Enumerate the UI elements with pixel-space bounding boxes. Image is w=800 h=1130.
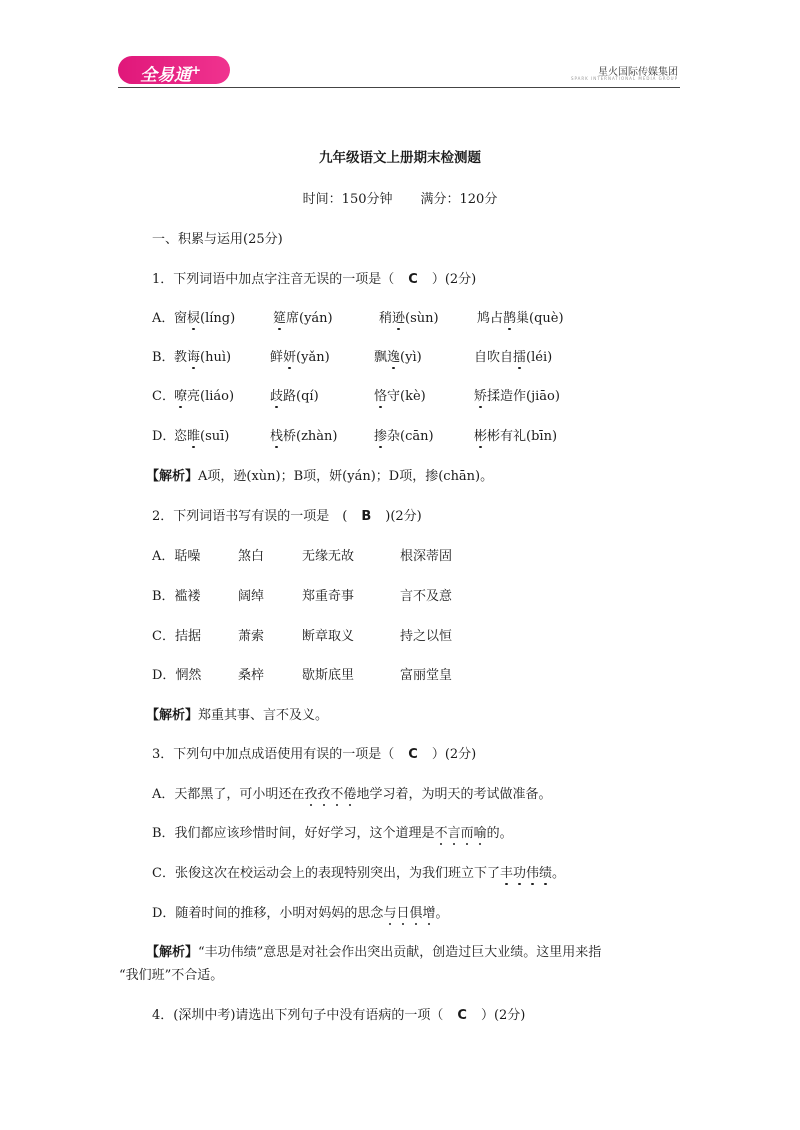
q3-option-c: C．张俊这次在校运动会上的表现特别突出，为我们班立下了丰功伟绩。 [152,866,566,881]
q2-option-c-word-2: 萧索 [238,629,265,644]
q1-option-c-word-1: 嘹亮(liáo) [174,389,235,404]
q2-option-d-word-1: D．惘然 [152,668,202,683]
q1-option-c-word-3: 恪守(kè) [374,389,426,404]
q1-option-b-word-2: 鲜妍(yǎn) [270,350,330,365]
question-3-stem: 3．下列句中加点成语使用有误的一项是（ C ）(2分) [152,747,477,762]
q2-option-a-word-1: A．聒噪 [152,549,201,564]
q2-option-d-word-3: 歇斯底里 [302,668,355,683]
q2-option-c-word-3: 断章取义 [302,629,355,644]
q2-option-b-word-2: 阔绰 [238,589,265,604]
q2-option-a-word-4: 根深蒂固 [400,549,453,564]
q1-option-a-word-3: 稍逊(sùn) [379,311,439,326]
company-subtitle: SPARK INTERNATIONAL MEDIA GROUP [570,76,678,81]
q3-option-a: A．天都黑了，可小明还在孜孜不倦地学习着，为明天的考试做准备。 [152,787,552,802]
brand-logo: 全易通+ [118,56,230,84]
section-heading: 一、积累与运用(25分) [152,232,283,247]
q2-option-d-word-2: 桑梓 [238,668,265,683]
q1-option-b-label: B． [152,350,175,365]
q2-option-b-word-4: 言不及意 [400,589,453,604]
q2-option-c-word-4: 持之以恒 [400,629,453,644]
company-name: 星火国际传媒集团 [598,67,678,78]
question-1-answer: C [408,272,418,287]
q1-option-d-word-2: 栈桥(zhàn) [270,429,338,444]
question-2-stem: 2．下列词语书写有误的一项是 ( B )(2分) [152,509,422,524]
question-4-answer: C [457,1008,467,1023]
q1-option-a-word-2: 筵席(yán) [273,311,333,326]
question-2-answer: B [361,509,372,524]
question-4-stem: 4．(深圳中考)请选出下列句子中没有语病的一项（ C ）(2分) [152,1008,526,1023]
analysis-tag: 【解析】 [146,469,199,484]
q1-option-c-word-2: 歧路(qí) [270,389,319,404]
page-header [118,56,680,88]
q1-option-b-word-4: 自吹自擂(léi) [474,350,553,365]
question-3-answer: C [408,747,418,762]
question-1-stem: 1．下列词语中加点字注音无误的一项是（ C ）(2分) [152,272,477,287]
q1-option-d-word-1: 恣睢(suī) [174,429,230,444]
q2-analysis: 【解析】郑重其事、言不及义。 [146,708,329,723]
q3-analysis: 【解析】“丰功伟绩”意思是对社会作出突出贡献，创造过巨大业绩。这里用来指 [146,945,602,960]
analysis-tag: 【解析】 [146,708,199,723]
header-divider [118,87,680,88]
q1-option-d-word-3: 掺杂(cān) [374,429,434,444]
q1-option-a-word-4: 鸠占鹊巢(què) [477,311,564,326]
exam-info [0,188,800,207]
q1-option-a-word-1: 窗棂(líng) [174,311,236,326]
q1-option-a-label: A． [152,311,175,326]
q1-option-d-label: D． [152,429,176,444]
q1-option-d-word-4: 彬彬有礼(bīn) [474,429,558,444]
q2-option-a-word-2: 煞白 [238,549,265,564]
q1-option-b-word-1: 教诲(huì) [174,350,232,365]
document-title: 九年级语文上册期末检测题 [319,150,481,166]
q2-option-b-word-1: B．褴褛 [152,589,201,604]
q1-option-b-word-3: 飘逸(yì) [374,350,422,365]
q3-analysis-cont: “我们班”不合适。 [119,968,224,983]
analysis-tag: 【解析】 [146,945,199,960]
q3-option-d: D．随着时间的推移，小明对妈妈的思念与日俱增。 [152,906,449,921]
exam-time: 时间：150分钟 [302,192,393,207]
q2-option-a-word-3: 无缘无故 [302,549,355,564]
q1-analysis: 【解析】A项，逊(xùn)；B项，妍(yán)；D项，掺(chān)。 [146,469,494,484]
q2-option-d-word-4: 富丽堂皇 [400,668,453,683]
q2-option-b-word-3: 郑重奇事 [302,589,355,604]
q2-option-c-word-1: C．拮据 [152,629,201,644]
q1-option-c-word-4: 矫揉造作(jiāo) [474,389,560,404]
exam-score: 满分：120分 [420,192,498,207]
q1-option-c-label: C． [152,389,175,404]
q3-option-b: B．我们都应该珍惜时间，好好学习，这个道理是不言而喻的。 [152,826,513,841]
